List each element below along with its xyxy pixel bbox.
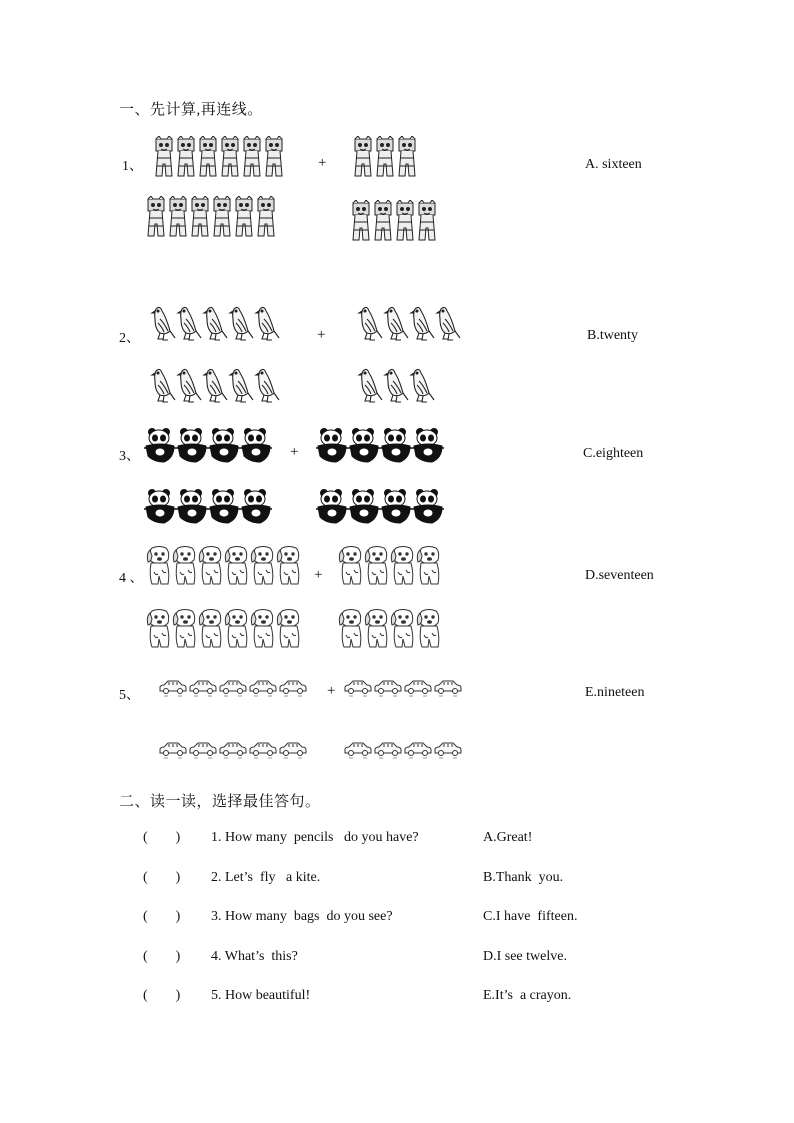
problem-5-top-left-cars: [158, 677, 308, 704]
problem-3-bottom-left-pandas: [144, 489, 272, 530]
bird-icon: [150, 305, 176, 348]
bird-icon: [409, 305, 435, 348]
dog-icon: [364, 609, 390, 654]
cat-icon: [175, 136, 197, 185]
answer-blank-4[interactable]: ( ): [143, 949, 181, 964]
problem-2-bottom-right-birds: [357, 367, 435, 410]
car-icon: [343, 739, 373, 766]
question-1: 1. How many pencils do you have?: [211, 830, 419, 845]
problem-3-bottom-right-pandas: [316, 489, 444, 530]
problem-2-top-right-birds: [357, 305, 461, 348]
problem-1-bottom-right-cats: [350, 200, 438, 249]
car-icon: [403, 677, 433, 704]
plus-sign-2: +: [317, 327, 326, 343]
reply-d: D.I see twelve.: [483, 949, 567, 964]
bird-icon: [228, 305, 254, 348]
problem-2-label: 2、: [119, 331, 140, 346]
cat-icon: [189, 196, 211, 245]
dog-icon: [224, 609, 250, 654]
cat-icon: [374, 136, 396, 185]
question-5: 5. How beautiful!: [211, 988, 311, 1003]
reply-b: B.Thank you.: [483, 870, 564, 885]
problem-5-label: 5、: [119, 688, 140, 703]
plus-sign-5: +: [327, 683, 336, 699]
panda-icon: [412, 489, 444, 530]
panda-icon: [208, 489, 240, 530]
dog-icon: [172, 609, 198, 654]
bird-icon: [202, 305, 228, 348]
problem-2-top-left-birds: [150, 305, 280, 348]
cat-icon: [211, 196, 233, 245]
problem-2-bottom-left-birds: [150, 367, 280, 410]
answer-blank-2[interactable]: ( ): [143, 870, 181, 885]
dog-icon: [146, 609, 172, 654]
dog-icon: [224, 546, 250, 591]
bird-icon: [435, 305, 461, 348]
bird-icon: [383, 305, 409, 348]
answer-blank-5[interactable]: ( ): [143, 988, 181, 1003]
answer-blank-1[interactable]: ( ): [143, 830, 181, 845]
panda-icon: [240, 428, 272, 469]
answer-d: D.seventeen: [585, 568, 654, 583]
panda-icon: [316, 489, 348, 530]
car-icon: [403, 739, 433, 766]
bird-icon: [176, 367, 202, 410]
dog-icon: [198, 546, 224, 591]
panda-icon: [380, 489, 412, 530]
bird-icon: [409, 367, 435, 410]
bird-icon: [254, 367, 280, 410]
panda-icon: [176, 428, 208, 469]
answer-c: C.eighteen: [583, 446, 644, 461]
bird-icon: [176, 305, 202, 348]
dog-icon: [338, 546, 364, 591]
dog-icon: [146, 546, 172, 591]
dog-icon: [390, 609, 416, 654]
dog-icon: [250, 546, 276, 591]
bird-icon: [150, 367, 176, 410]
panda-icon: [348, 489, 380, 530]
reply-a: A.Great!: [483, 830, 533, 845]
car-icon: [218, 677, 248, 704]
cat-icon: [350, 200, 372, 249]
reply-e: E.It’s a crayon.: [483, 988, 572, 1003]
panda-icon: [176, 489, 208, 530]
car-icon: [278, 739, 308, 766]
question-3: 3. How many bags do you see?: [211, 909, 393, 924]
dog-icon: [364, 546, 390, 591]
panda-icon: [240, 489, 272, 530]
problem-1-top-right-cats: [352, 136, 418, 185]
answer-a: A. sixteen: [585, 157, 642, 172]
cat-icon: [263, 136, 285, 185]
dog-icon: [390, 546, 416, 591]
cat-icon: [241, 136, 263, 185]
section2-heading: 二、读一读，选择最佳答句。: [119, 794, 321, 810]
dog-icon: [198, 609, 224, 654]
answer-e: E.nineteen: [585, 685, 645, 700]
dog-icon: [276, 546, 302, 591]
cat-icon: [153, 136, 175, 185]
problem-5-bottom-left-cars: [158, 739, 308, 766]
cat-icon: [255, 196, 277, 245]
car-icon: [373, 739, 403, 766]
car-icon: [158, 677, 188, 704]
answer-b: B.twenty: [587, 328, 638, 343]
dog-icon: [276, 609, 302, 654]
car-icon: [218, 739, 248, 766]
problem-5-bottom-right-cars: [343, 739, 463, 766]
section1-heading: 一、先计算,再连线。: [119, 102, 263, 118]
cat-icon: [394, 200, 416, 249]
panda-icon: [412, 428, 444, 469]
bird-icon: [254, 305, 280, 348]
problem-4-top-left-dogs: [146, 546, 302, 591]
dog-icon: [250, 609, 276, 654]
question-2: 2. Let’s fly a kite.: [211, 870, 321, 885]
panda-icon: [144, 489, 176, 530]
problem-1-label: 1、: [122, 159, 143, 174]
panda-icon: [144, 428, 176, 469]
dog-icon: [172, 546, 198, 591]
problem-3-top-left-pandas: [144, 428, 272, 469]
car-icon: [248, 739, 278, 766]
problem-3-top-right-pandas: [316, 428, 444, 469]
car-icon: [188, 677, 218, 704]
answer-blank-3[interactable]: ( ): [143, 909, 181, 924]
problem-1-top-left-cats: [153, 136, 285, 185]
cat-icon: [416, 200, 438, 249]
car-icon: [373, 677, 403, 704]
problem-4-bottom-right-dogs: [338, 609, 442, 654]
car-icon: [158, 739, 188, 766]
cat-icon: [219, 136, 241, 185]
panda-icon: [348, 428, 380, 469]
car-icon: [433, 677, 463, 704]
car-icon: [343, 677, 373, 704]
bird-icon: [357, 367, 383, 410]
panda-icon: [380, 428, 412, 469]
cat-icon: [197, 136, 219, 185]
dog-icon: [416, 546, 442, 591]
question-4: 4. What’s this?: [211, 949, 298, 964]
plus-sign-4: +: [314, 567, 323, 583]
cat-icon: [372, 200, 394, 249]
cat-icon: [233, 196, 255, 245]
bird-icon: [228, 367, 254, 410]
panda-icon: [208, 428, 240, 469]
cat-icon: [167, 196, 189, 245]
car-icon: [278, 677, 308, 704]
plus-sign-3: +: [290, 444, 299, 460]
reply-c: C.I have fifteen.: [483, 909, 578, 924]
dog-icon: [338, 609, 364, 654]
cat-icon: [145, 196, 167, 245]
problem-1-bottom-left-cats: [145, 196, 277, 245]
plus-sign-1: +: [318, 155, 327, 171]
bird-icon: [202, 367, 228, 410]
problem-4-top-right-dogs: [338, 546, 442, 591]
bird-icon: [383, 367, 409, 410]
car-icon: [188, 739, 218, 766]
cat-icon: [396, 136, 418, 185]
car-icon: [433, 739, 463, 766]
problem-4-bottom-left-dogs: [146, 609, 302, 654]
panda-icon: [316, 428, 348, 469]
dog-icon: [416, 609, 442, 654]
problem-4-label: 4 、: [119, 571, 144, 586]
problem-5-top-right-cars: [343, 677, 463, 704]
cat-icon: [352, 136, 374, 185]
bird-icon: [357, 305, 383, 348]
problem-3-label: 3、: [119, 449, 140, 464]
car-icon: [248, 677, 278, 704]
